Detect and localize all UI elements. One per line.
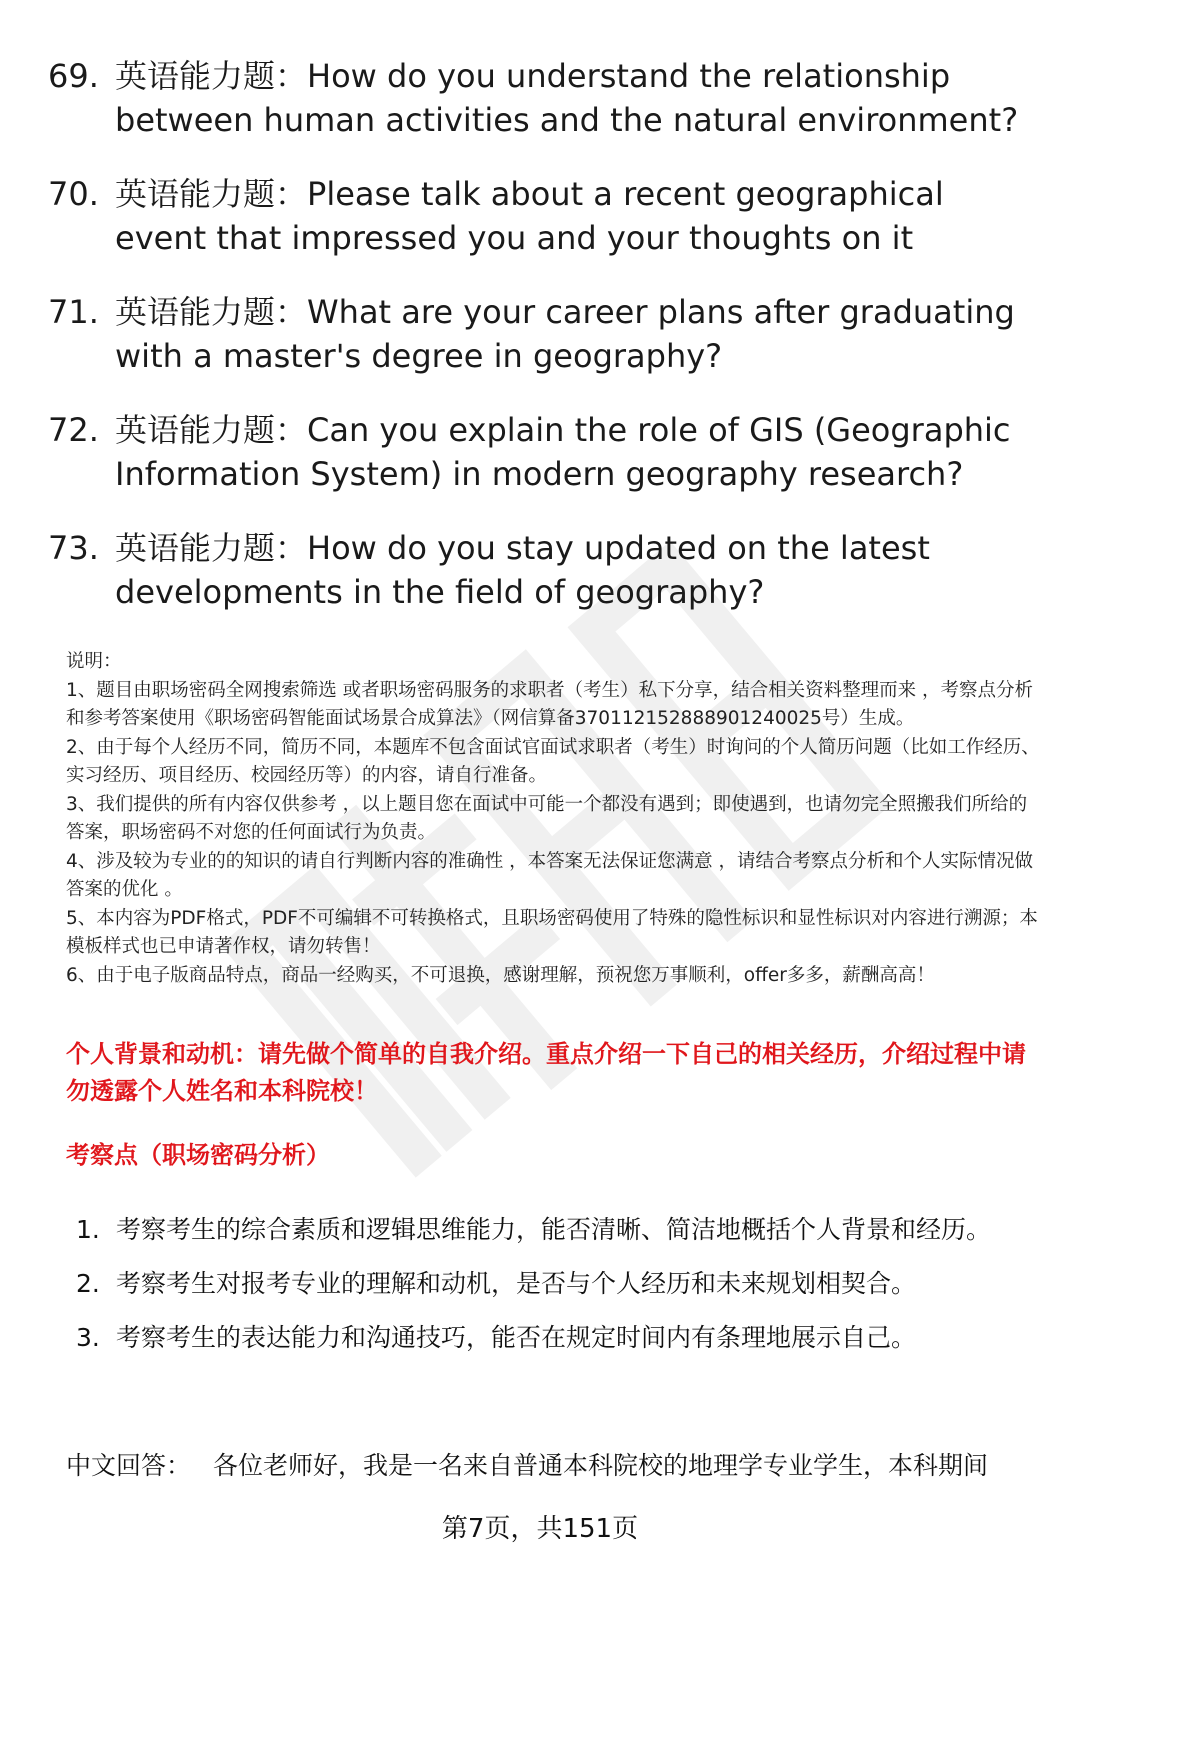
point-text: 考察考生的表达能力和沟通技巧，能否在规定时间内有条理地展示自己。	[116, 1323, 917, 1352]
answer-text: 各位老师好，我是一名来自普通本科院校的地理学专业学生，本科期间	[213, 1451, 989, 1480]
point-number: 2.	[76, 1269, 100, 1298]
question-list	[48, 54, 1038, 644]
point-number: 3.	[76, 1323, 100, 1352]
question-number: 70.	[48, 175, 99, 213]
question-number: 69.	[48, 57, 99, 95]
page-footer: 第7页，共151页	[441, 1514, 639, 1544]
point-number: 1.	[76, 1215, 100, 1244]
question-text	[115, 290, 1038, 378]
notes-block	[66, 648, 1041, 990]
analysis-point	[76, 1257, 1036, 1311]
question-prefix: 英语能力题：	[115, 57, 308, 95]
note-item: 2、由于每个人经历不同，简历不同，本题库不包含面试官面试求职者（考生）时询问的个人简历问题（比如工作经历、实习经历、项目经历、校园经历等）的内容，请自行准备。	[66, 736, 1040, 786]
notes-heading: 说明：	[66, 651, 122, 672]
section-title: 个人背景和动机：请先做个简单的自我介绍。重点介绍一下自己的相关经历，介绍过程中请勿透露个人姓名和本科院校！	[66, 1040, 1026, 1105]
question-item	[48, 408, 1038, 496]
question-number: 71.	[48, 293, 99, 331]
note-item: 5、本内容为PDF格式，PDF不可编辑不可转换格式，且职场密码使用了特殊的隐性标识和显性标识对内容进行溯源；本模板样式也已申请著作权，请勿转售！	[66, 907, 1038, 957]
answer-line	[66, 1446, 1056, 1486]
note-item: 1、题目由职场密码全网搜索筛选 或者职场密码服务的求职者（考生）私下分享，结合相关资料整理而来 ，考察点分析和参考答案使用《职场密码智能面试场景合成算法》（网信算备370112152888901240025号）生成。	[66, 679, 1034, 729]
answer-label: 中文回答：	[66, 1451, 192, 1480]
question-body: What are your career plans after graduating with a master's degree in geography?	[115, 293, 1015, 375]
question-item	[48, 290, 1038, 378]
note-item: 3、我们提供的所有内容仅供参考 ，以上题目您在面试中可能一个都没有遇到；即使遇到，也请勿完全照搬我们所给的答案，职场密码不对您的任何面试行为负责。	[66, 793, 1028, 843]
question-item	[48, 54, 1038, 142]
question-item	[48, 526, 1038, 614]
question-prefix: 英语能力题：	[115, 411, 308, 449]
question-body: Can you explain the role of GIS (Geographic Information System) in modern geography research?	[115, 411, 1011, 493]
question-text	[115, 408, 1038, 496]
question-text	[115, 526, 1038, 614]
point-text: 考察考生对报考专业的理解和动机，是否与个人经历和未来规划相契合。	[116, 1269, 917, 1298]
note-item: 4、涉及较为专业的的知识的请自行判断内容的准确性 ，本答案无法保证您满意 ，请结合考察点分析和个人实际情况做答案的优化 。	[66, 850, 1034, 900]
analysis-points	[76, 1203, 1036, 1365]
question-number: 72.	[48, 411, 99, 449]
question-text	[115, 54, 1038, 142]
question-text	[115, 172, 1038, 260]
question-number: 73.	[48, 529, 99, 567]
question-item	[48, 172, 1038, 260]
point-text: 考察考生的综合素质和逻辑思维能力，能否清晰、简洁地概括个人背景和经历。	[116, 1215, 992, 1244]
analysis-point	[76, 1203, 1036, 1257]
question-body: How do you understand the relationship between human activities and the natural environment?	[115, 57, 1019, 139]
question-prefix: 英语能力题：	[115, 293, 308, 331]
question-prefix: 英语能力题：	[115, 529, 308, 567]
note-item: 6、由于电子版商品特点，商品一经购买，不可退换，感谢理解，预祝您万事顺利，offer多多，薪酬高高！	[66, 964, 935, 986]
question-body: Please talk about a recent geographical event that impressed you and your thoughts on it	[115, 175, 944, 257]
section-subtitle: 考察点（职场密码分析）	[66, 1141, 330, 1169]
question-prefix: 英语能力题：	[115, 175, 308, 213]
analysis-point	[76, 1311, 1036, 1365]
question-body: How do you stay updated on the latest developments in the field of geography?	[115, 529, 930, 611]
